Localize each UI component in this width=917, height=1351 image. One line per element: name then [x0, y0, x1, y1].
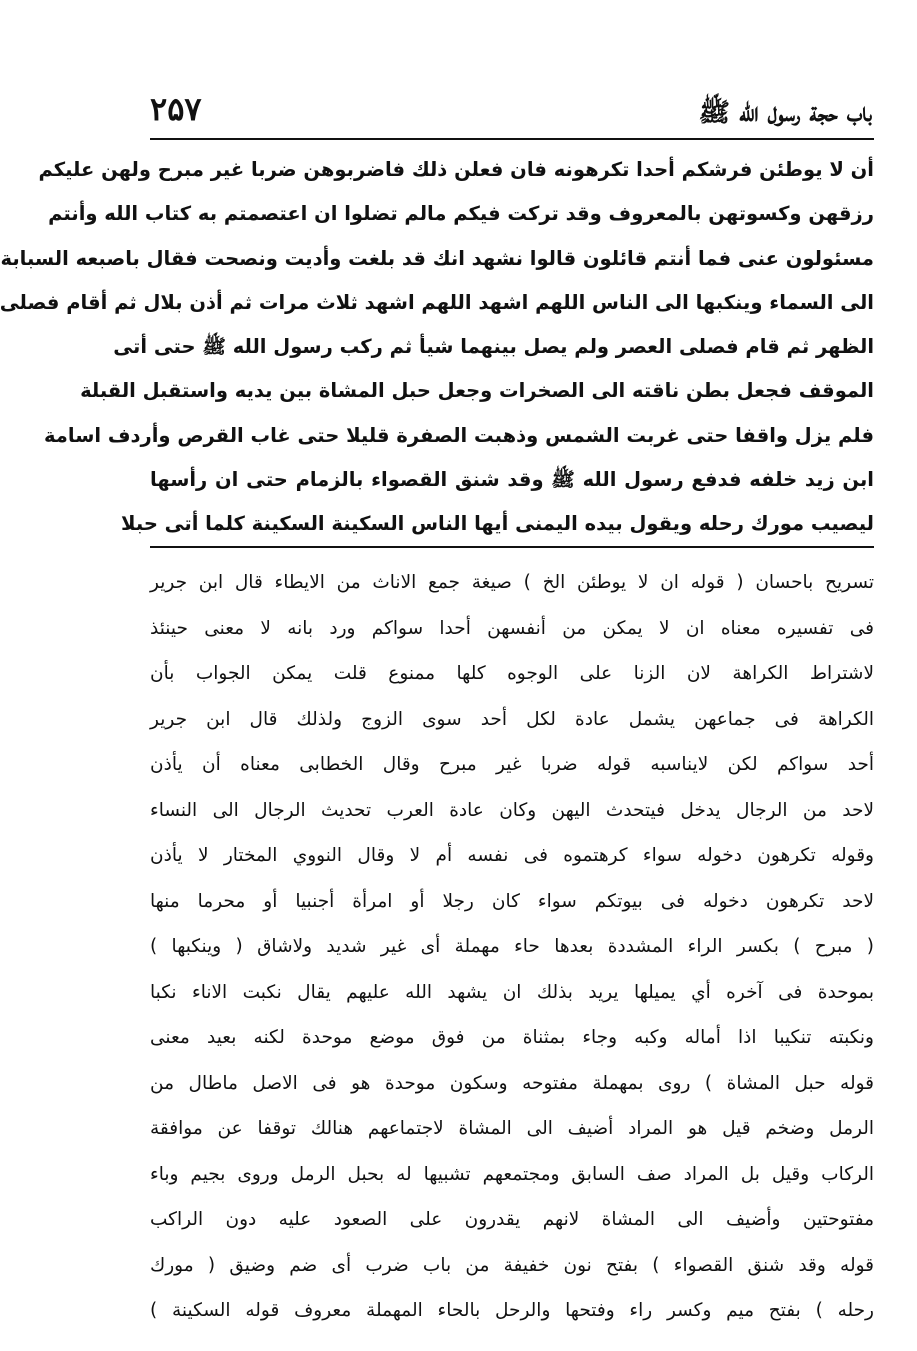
commentary-line-9: ( مبرح ) بكسر الراء المشددة بعدها حاء مهملة أى غير شديد ولاشاق ( وينكبها ) — [150, 936, 874, 957]
commentary-line-7: وقوله تكرهون دخوله سواء كرهتموه فى نفسه أم لا وقال النووي المختار لا يأذن — [150, 845, 874, 866]
hadith-line-2: رزقهن وكسوتهن بالمعروف وقد تركت فيكم مالم تضلوا ان اعتصمتم به كتاب الله وأنتم — [48, 202, 874, 226]
hadith-line-5: الظهر ثم قام فصلى العصر ولم يصل بينهما شيأ ثم ركب رسول الله ﷺ حتى أتى — [113, 335, 874, 359]
commentary-line-16: قوله وقد شنق القصواء ) بفتح نون خفيفة من باب ضرب أى ضم وضيق ( مورك — [150, 1254, 874, 1276]
hadith-line-8: ابن زيد خلفه فدفع رسول الله ﷺ وقد شنق القصواء بالزمام حتى ان رأسها — [150, 468, 874, 492]
commentary-line-17: رحله ) بفتح ميم وكسر راء وفتحها والرحل بالحاء المهملة معروف قوله السكينة ) — [150, 1300, 874, 1321]
commentary-line-2: فى تفسيره معناه ان لا يمكن من أنفسهن أحدا سواكم ورد بانه لا معنى حينئذ — [150, 617, 874, 639]
header-divider — [150, 138, 874, 140]
commentary-line-14: الركاب وقيل بل المراد صف السابق ومجتمعهم تشبيها له بحبل الرمل وروى بجيم وباء — [150, 1163, 874, 1185]
commentary-line-3: لاشتراط الكراهة لان الزنا على الوجوه كلها ممنوع قلت يمكن الجواب بأن — [150, 663, 874, 684]
commentary-line-8: لاحد تكرهون دخوله فى بيوتكم سواء كان رجلا أو امرأة أجنبيا أو محرما منها — [150, 890, 874, 912]
commentary-line-12: قوله حبل المشاة ) روى بمهملة مفتوحه وسكون موحدة هو فى الاصل ماطال من — [150, 1072, 874, 1094]
chapter-title: باب حجة رسول الله ﷺ — [698, 98, 872, 128]
commentary-line-1: تسريح باحسان ( قوله ان لا يوطئن الخ ) صيغة جمع الاناث من الايطاء قال ابن جرير — [150, 572, 874, 593]
commentary-line-13: الرمل وضخم قيل هو المراد أضيف الى المشاة لاجتماعهم هنالك توقفا عن موافقة — [150, 1118, 874, 1139]
commentary-line-6: لاحد من الرجال يدخل فيتحدث اليهن وكان عادة العرب تحديث الرجال الى النساء — [150, 799, 874, 821]
commentary-text — [150, 560, 874, 1334]
page-header — [150, 92, 872, 132]
hadith-line-3: مسئولون عنى فما أنتم قائلون قالوا نشهد انك قد بلغت وأديت ونصحت فقال باصبعه السبابة — [0, 246, 874, 270]
hadith-line-6: الموقف فجعل بطن ناقته الى الصخرات وجعل حبل المشاة بين يديه واستقبل القبلة — [80, 379, 874, 403]
hadith-line-1: أن لا يوطئن فرشكم أحدا تكرهونه فان فعلن ذلك فاضربوهن ضربا غير مبرح ولهن عليكم — [38, 158, 874, 181]
hadith-line-4: الى السماء وينكبها الى الناس اللهم اشهد اللهم اشهد ثلاث مرات ثم أذن بلال ثم أقام فصلى — [0, 290, 874, 314]
commentary-line-5: أحد سواكم لكن لايناسبه قوله ضربا غير مبرح وقال الخطابى معناه أن يأذن — [150, 754, 874, 775]
commentary-divider — [150, 546, 874, 548]
commentary-line-10: بموحدة فى آخره أي يميلها يريد بذلك ان يشهد الله عليهم يقال نكبت الاناء نكبا — [150, 981, 874, 1003]
hadith-text — [0, 148, 874, 547]
commentary-line-11: ونكبته تنكيبا اذا أماله وكبه وجاء بمثناة من فوق موضع موحدة لكنه بعيد معنى — [150, 1027, 874, 1048]
commentary-line-4: الكراهة فى جماعهن يشمل عادة لكل أحد سوى الزوج ولذلك قال ابن جرير — [150, 708, 874, 730]
hadith-line-7: فلم يزل واقفا حتى غربت الشمس وذهبت الصفرة قليلا حتى غاب القرص وأردف اسامة — [43, 423, 874, 447]
commentary-line-15: مفتوحتين وأضيف الى المشاة لانهم يقدرون على الصعود عليه دون الراكب — [150, 1209, 874, 1230]
hadith-line-9: ليصيب مورك رحله ويقول بيده اليمنى أيها الناس السكينة السكينة كلما أتى حبلا — [121, 512, 874, 536]
page-number: ۲۵۷ — [150, 90, 202, 128]
